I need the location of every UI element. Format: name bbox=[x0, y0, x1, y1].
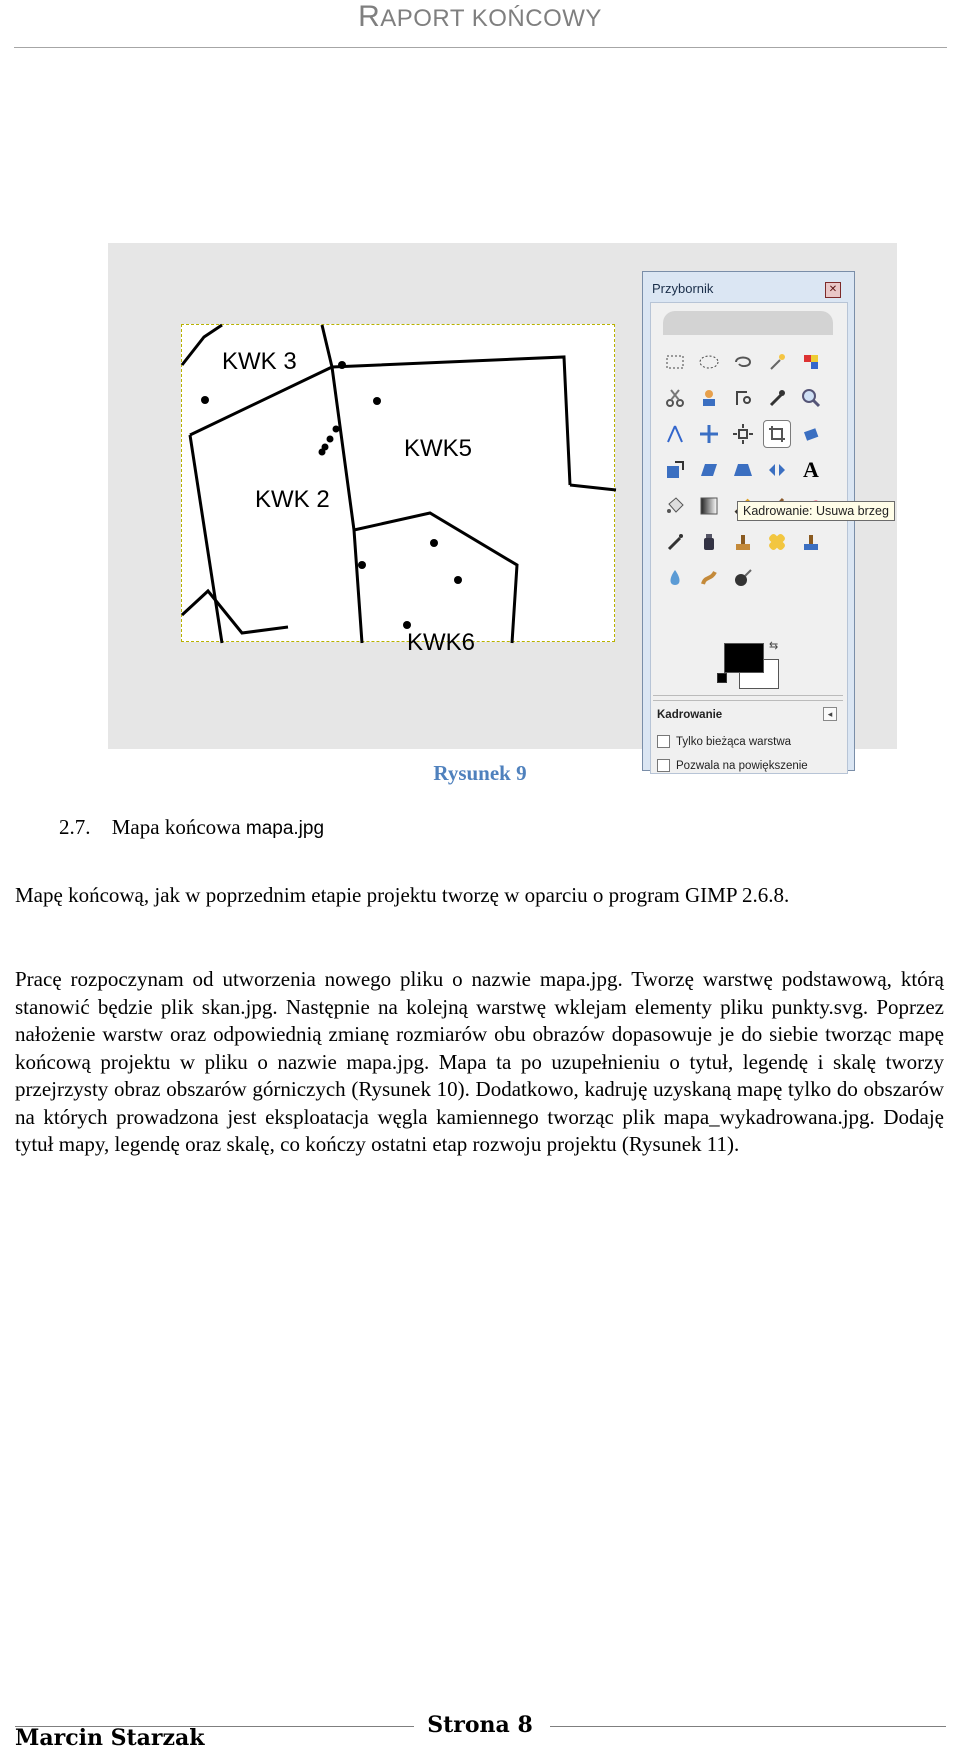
boundary-line bbox=[182, 325, 222, 365]
paragraph-1: Mapę końcową, jak w poprzednim etapie projektu tworzę w oparciu o program GIMP 2.6.8. bbox=[15, 883, 790, 907]
boundary-line bbox=[332, 367, 362, 643]
map-point bbox=[333, 426, 340, 433]
current-layer-checkbox[interactable] bbox=[657, 735, 670, 748]
footer-page-number: Strona 8 bbox=[427, 1712, 533, 1738]
crop-tool-icon[interactable] bbox=[763, 420, 791, 448]
fuzzy-select-tool-icon[interactable] bbox=[763, 348, 791, 376]
shear-tool-icon[interactable] bbox=[695, 456, 723, 484]
foreground-color-swatch[interactable] bbox=[724, 643, 764, 673]
header-title bbox=[0, 0, 960, 34]
boundary-line bbox=[332, 357, 570, 485]
swap-colors-icon[interactable]: ⇆ bbox=[769, 640, 779, 652]
tool-options-pin-icon[interactable]: ◂ bbox=[823, 707, 837, 721]
map-point bbox=[454, 576, 462, 584]
align-tool-icon[interactable] bbox=[729, 420, 757, 448]
color-picker-tool-icon[interactable] bbox=[763, 384, 791, 412]
map-label-kwk2: KWK 2 bbox=[255, 486, 330, 513]
flip-tool-icon[interactable] bbox=[763, 456, 791, 484]
zoom-tool-icon[interactable] bbox=[797, 384, 825, 412]
scissors-tool-icon[interactable] bbox=[661, 384, 689, 412]
section-heading bbox=[59, 815, 324, 840]
map-point bbox=[358, 561, 366, 569]
footer-author: Marcin Starzak bbox=[15, 1725, 205, 1751]
reset-colors-icon[interactable] bbox=[717, 673, 727, 683]
map-point bbox=[403, 621, 411, 629]
measure-tool-icon[interactable] bbox=[661, 420, 689, 448]
foreground-select-tool-icon[interactable] bbox=[695, 384, 723, 412]
perspective-clone-tool-icon[interactable] bbox=[797, 528, 825, 556]
lasso-tool-icon[interactable] bbox=[729, 348, 757, 376]
ink-tool-icon[interactable] bbox=[695, 528, 723, 556]
airbrush-tool-icon[interactable] bbox=[661, 528, 689, 556]
perspective-tool-icon[interactable] bbox=[729, 456, 757, 484]
header-title-cap: R bbox=[358, 0, 381, 33]
crop-tooltip: Kadrowanie: Usuwa brzeg bbox=[737, 501, 895, 521]
map-drawing bbox=[182, 325, 616, 656]
map-label-kwk3: KWK 3 bbox=[222, 348, 297, 375]
map-point bbox=[430, 539, 438, 547]
header-rule bbox=[14, 47, 947, 48]
boundary-line bbox=[182, 591, 288, 633]
clone-tool-icon[interactable] bbox=[729, 528, 757, 556]
smudge-tool-icon[interactable] bbox=[695, 564, 723, 592]
map-label-kwk6: KWK6 bbox=[407, 629, 476, 656]
boundary-line bbox=[354, 513, 517, 643]
header-title-rest: APORT KOŃCOWY bbox=[380, 5, 602, 32]
boundary-line bbox=[570, 485, 616, 490]
scale-tool-icon[interactable] bbox=[661, 456, 689, 484]
section-title: Mapa końcowa bbox=[111, 815, 241, 839]
figure-caption: Rysunek 9 bbox=[433, 761, 527, 785]
color-select-tool-icon[interactable] bbox=[797, 348, 825, 376]
close-button[interactable]: ✕ bbox=[825, 282, 841, 298]
move-tool-icon[interactable] bbox=[695, 420, 723, 448]
figure-screenshot bbox=[108, 243, 897, 772]
wilber-drop-area bbox=[663, 311, 833, 335]
ellipse-select-tool-icon[interactable] bbox=[695, 348, 723, 376]
map-point bbox=[338, 361, 346, 369]
option-current-layer[interactable] bbox=[657, 735, 791, 748]
section-number: 2.7. bbox=[59, 815, 91, 839]
map-canvas bbox=[181, 324, 615, 656]
boundary-line bbox=[190, 325, 332, 435]
tool-options-title: Kadrowanie bbox=[657, 709, 723, 721]
toolbox-title: Przybornik bbox=[652, 281, 714, 296]
toolbox-window bbox=[642, 271, 889, 772]
map-point bbox=[201, 396, 209, 404]
allow-enlarge-label: Pozwala na powiększenie bbox=[676, 759, 808, 772]
rotate-tool-icon[interactable] bbox=[797, 420, 825, 448]
rect-select-tool-icon[interactable] bbox=[661, 348, 689, 376]
bucket-fill-tool-icon[interactable] bbox=[661, 492, 689, 520]
blend-tool-icon[interactable] bbox=[695, 492, 723, 520]
paths-tool-icon[interactable] bbox=[729, 384, 757, 412]
map-point bbox=[322, 444, 329, 451]
heal-tool-icon[interactable] bbox=[763, 528, 791, 556]
text-tool-icon[interactable]: A bbox=[803, 457, 819, 482]
toolbox-separator bbox=[653, 695, 843, 701]
map-point bbox=[327, 436, 334, 443]
map-point bbox=[373, 397, 381, 405]
dodge-burn-tool-icon[interactable] bbox=[729, 564, 757, 592]
boundary-line bbox=[190, 435, 222, 643]
toolbox-panel bbox=[650, 302, 889, 774]
section-file: mapa.jpg bbox=[245, 818, 325, 839]
paragraph-2: Pracę rozpoczynam od utworzenia nowego pliku o nazwie mapa.jpg. Tworzę warstwę podstawową, którą stanowić będzie plik skan.jpg. Następnie na kolejną warstwę wklejam elementy pliku punkty.svg. Poprzez nałożenie warstw oraz odpowiednią zmianę rozmiarów obu obrazów dopasowuje je do siebie tworząc mapę końcową projektu w pliku o nazwie mapa.jpg. Mapa ta po uzupełnieniu o tytuł, legendę i skalę tworzy przejrzysty obraz obszarów górniczych (Rysunek 10). Dodatkowo, kadruję uzyskaną mapę tylko do obszarów na których prowadzona jest eksploatacja węgla kamiennego tworząc plik mapa_wykadrowana.jpg. Dodaję tytuł mapy, legendę oraz skalę, co kończy ostatni etap rozwoju projektu (Rysunek 11). bbox=[15, 967, 944, 1156]
blur-tool-icon[interactable] bbox=[661, 564, 689, 592]
current-layer-label: Tylko bieżąca warstwa bbox=[676, 735, 792, 748]
map-label-kwk5: KWK5 bbox=[404, 435, 473, 462]
